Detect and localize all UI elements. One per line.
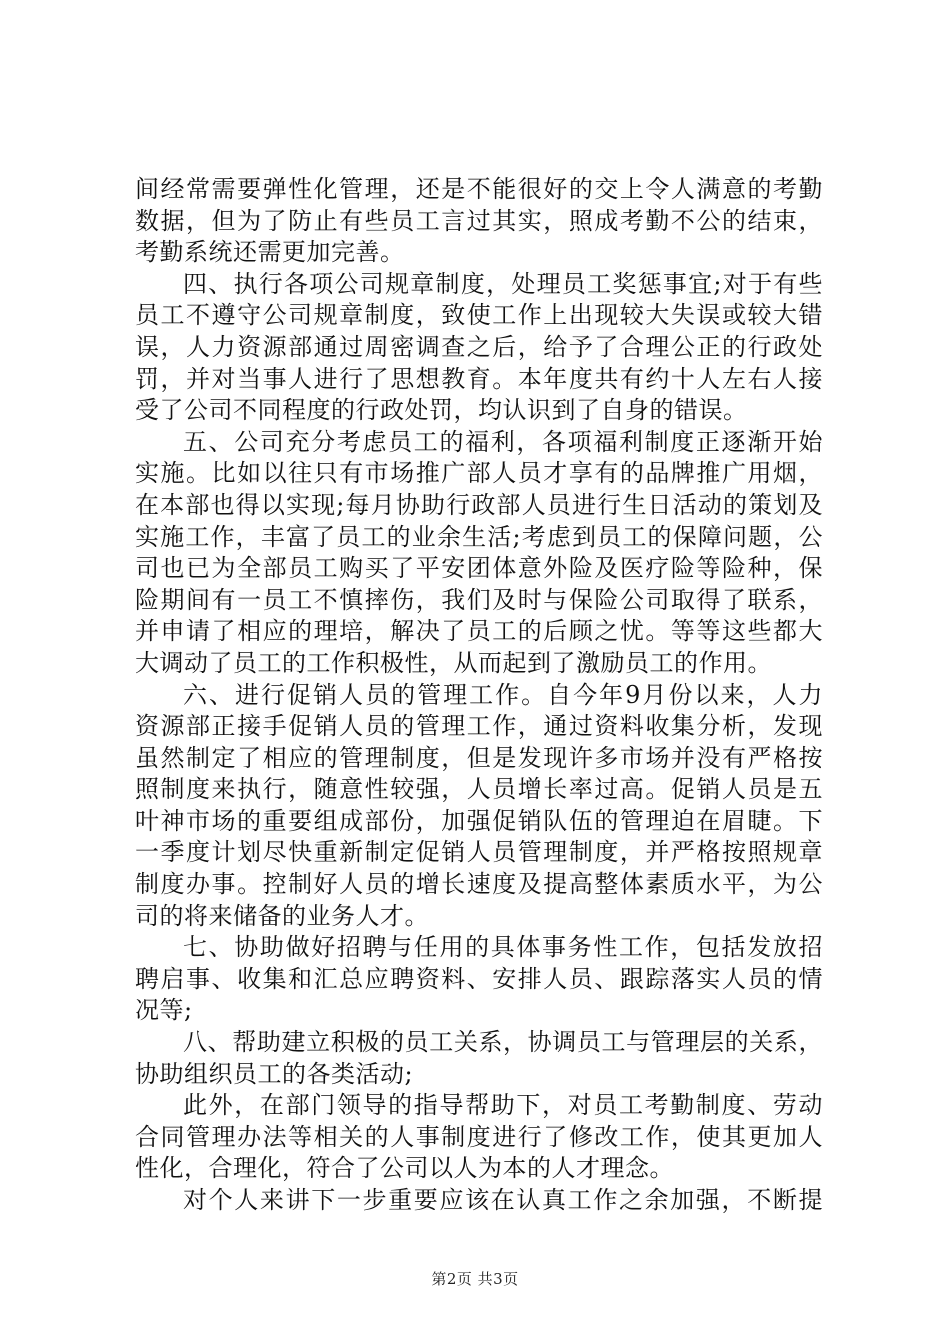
text-line: 对个人来讲下一步重要应该在认真工作之余加强，不断提 <box>183 1186 823 1214</box>
text-line: 制度办事。控制好人员的增长速度及提高整体素质水平，为公 <box>135 870 823 899</box>
text-line: 罚，并对当事人进行了思想教育。本年度共有约十人左右人接 <box>135 364 823 393</box>
text-line: 司也已为全部员工购买了平安团体意外险及医疗险等险种，保 <box>135 554 823 583</box>
text-line: 实施。比如以往只有市场推广部人员才享有的品牌推广用烟， <box>135 459 823 488</box>
text-line: 考勤系统还需更加完善。 <box>135 238 405 267</box>
text-line: 受了公司不同程度的行政处罚，均认识到了自身的错误。 <box>135 396 748 425</box>
text-line: 五、公司充分考虑员工的福利，各项福利制度正逐渐开始 <box>183 427 823 456</box>
text-line: 并申请了相应的理培，解决了员工的后顾之忧。等等这些都大 <box>135 617 823 646</box>
text-line: 性化，合理化，符合了公司以人为本的人才理念。 <box>135 1154 674 1183</box>
text-line: 一季度计划尽快重新制定促销人员管理制度，并严格按照规章 <box>135 838 823 867</box>
text-line: 间经常需要弹性化管理，还是不能很好的交上令人满意的考勤 <box>135 175 823 203</box>
text-line: 此外，在部门领导的指导帮助下，对员工考勤制度、劳动 <box>183 1091 823 1120</box>
text-line: 况等; <box>135 996 193 1025</box>
page-number-footer: 第2页 共3页 <box>431 1270 519 1288</box>
text-line: 在本部也得以实现;每月协助行政部人员进行生日活动的策划及 <box>135 490 823 519</box>
text-line: 员工不遵守公司规章制度，致使工作上出现较大失误或较大错 <box>135 301 823 330</box>
text-line: 数据，但为了防止有些员工言过其实，照成考勤不公的结束， <box>135 206 823 235</box>
text-line: 大调动了员工的工作积极性，从而起到了激励员工的作用。 <box>135 648 772 677</box>
text-line: 七、协助做好招聘与任用的具体事务性工作，包括发放招 <box>183 933 823 962</box>
text-line: 资源部正接手促销人员的管理工作，通过资料收集分析，发现 <box>135 712 823 741</box>
text-line: 协助组织员工的各类活动; <box>135 1059 414 1088</box>
text-line: 叶神市场的重要组成部份，加强促销队伍的管理迫在眉睫。下 <box>135 806 823 835</box>
text-line: 司的将来储备的业务人才。 <box>135 901 429 930</box>
text-line: 合同管理办法等相关的人事制度进行了修改工作，使其更加人 <box>135 1122 823 1151</box>
text-line: 实施工作，丰富了员工的业余生活;考虑到员工的保障问题，公 <box>135 522 823 551</box>
text-line: 八、帮助建立积极的员工关系，协调员工与管理层的关系， <box>183 1028 823 1057</box>
text-line: 六、进行促销人员的管理工作。自今年9月份以来，人力 <box>183 680 823 709</box>
text-line: 虽然制定了相应的管理制度，但是发现许多市场并没有严格按 <box>135 743 823 772</box>
text-line: 照制度来执行，随意性较强，人员增长率过高。促销人员是五 <box>135 775 823 804</box>
document-body <box>135 174 823 1217</box>
text-line: 误，人力资源部通过周密调查之后，给予了合理公正的行政处 <box>135 332 823 361</box>
text-line: 险期间有一员工不慎摔伤，我们及时与保险公司取得了联系， <box>135 585 823 614</box>
text-line: 聘启事、收集和汇总应聘资料、安排人员、跟踪落实人员的情 <box>135 964 823 993</box>
text-line: 四、执行各项公司规章制度，处理员工奖惩事宜;对于有些 <box>183 269 823 298</box>
